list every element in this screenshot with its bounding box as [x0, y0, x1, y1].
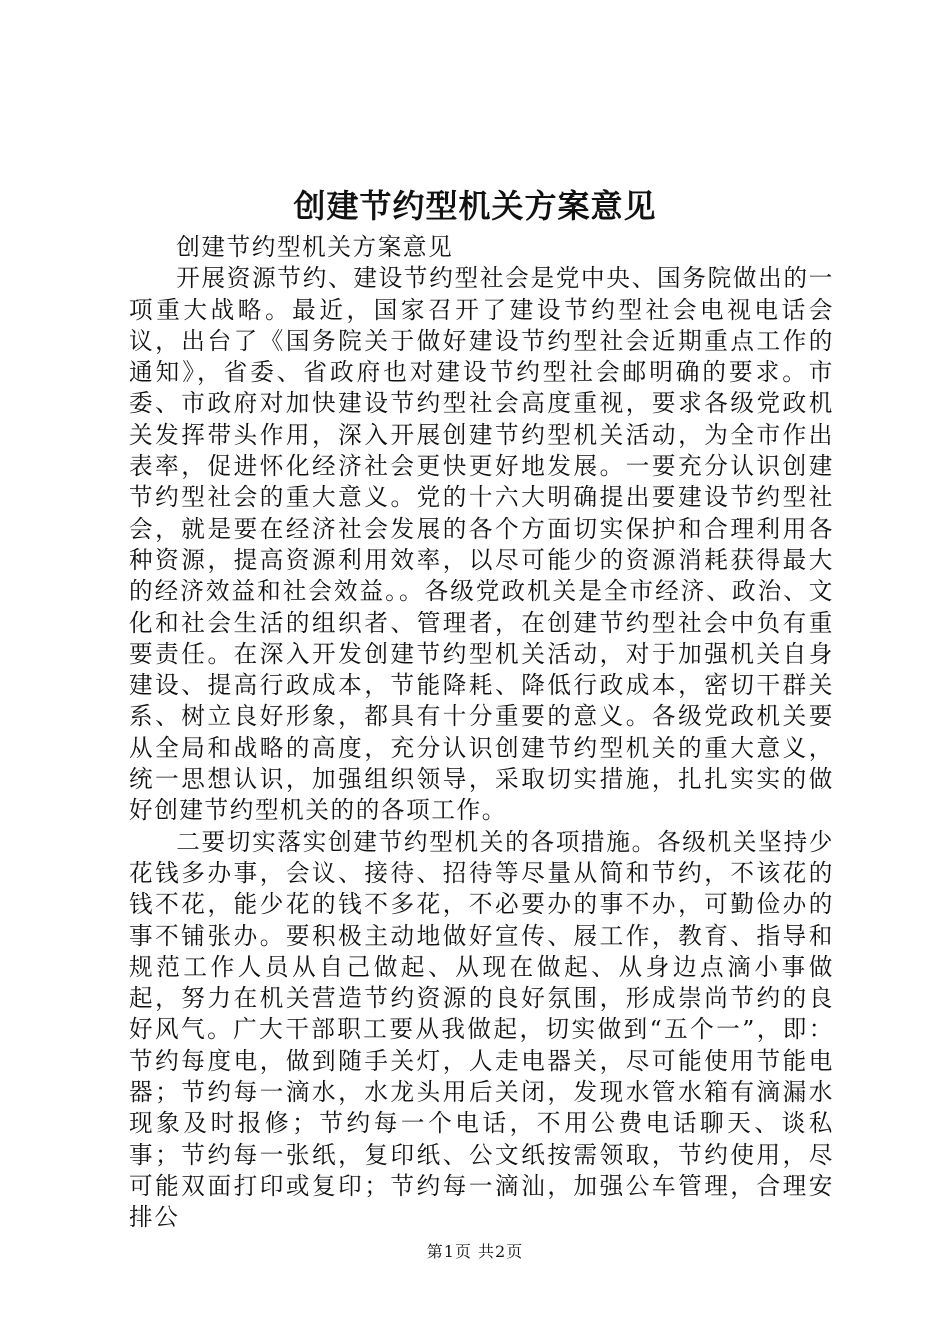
paragraph-1: 开展资源节约、建设节约型社会是党中央、国务院做出的一项重大战略。最近，国家召开了建设节约型社会电视电话会议，出台了《国务院关于做好建设节约型社会近期重点工作的通知》，省委、省政府也对建设节约型社会邮明确的要求。市委、市政府对加快建设节约型社会高度重视，要求各级党政机关发挥带头作用，深入开展创建节约型机关活动，为全市作出表率，促进怀化经济社会更快更好地发展。一要充分认识创建节约型社会的重大意义。党的十六大明确提出要建设节约型社会，就是要在经济社会发展的各个方面切实保护和合理利用各种资源，提高资源利用效率，以尽可能少的资源消耗获得最大的经济效益和社会效益。。各级党政机关是全市经济、政治、文化和社会生活的组织者、管理者，在创建节约型社会中负有重要责任。在深入开发创建节约型机关活动，对于加强机关自身建设、提高行政成本，节能降耗、降低行政成本，密切干群关系、树立良好形象，都具有十分重要的意义。各级党政机关要从全局和战略的高度，充分认识创建节约型机关的重大意义，统一思想认识，加强组织领导，采取切实措施，扎扎实实的做好创建节约型机关的的各项工作。 [129, 264, 834, 825]
document-subtitle: 创建节约型机关方案意见 [176, 233, 454, 261]
document-body [129, 232, 834, 1234]
paragraph-2: 二要切实落实创建节约型机关的各项措施。各级机关坚持少花钱多办事，会议、接待、招待等尽量从简和节约，不该花的钱不花，能少花的钱不多花，不必要办的事不办，可勤俭办的事不铺张办。要积极主动地做好宣传、屐工作，教育、指导和规范工作人员从自己做起、从现在做起、从身边点滴小事做起，努力在机关营造节约资源的良好氛围，形成崇尚节约的良好风气。广大干部职工要从我做起，切实做到“五个一”，即：节约每度电，做到随手关灯，人走电器关，尽可能使用节能电器；节约每一滴水，水龙头用后关闭，发现水管水箱有滴漏水现象及时报修；节约每一个电话，不用公费电话聊天、谈私事；节约每一张纸，复印纸、公文纸按需领取，节约使用，尽可能双面打印或复印；节约每一滴汕，加强公车管理，合理安排公 [129, 827, 834, 1232]
document-title: 创建节约型机关方案意见 [293, 187, 657, 225]
page-footer: 第1页 共2页 [426, 1242, 524, 1261]
